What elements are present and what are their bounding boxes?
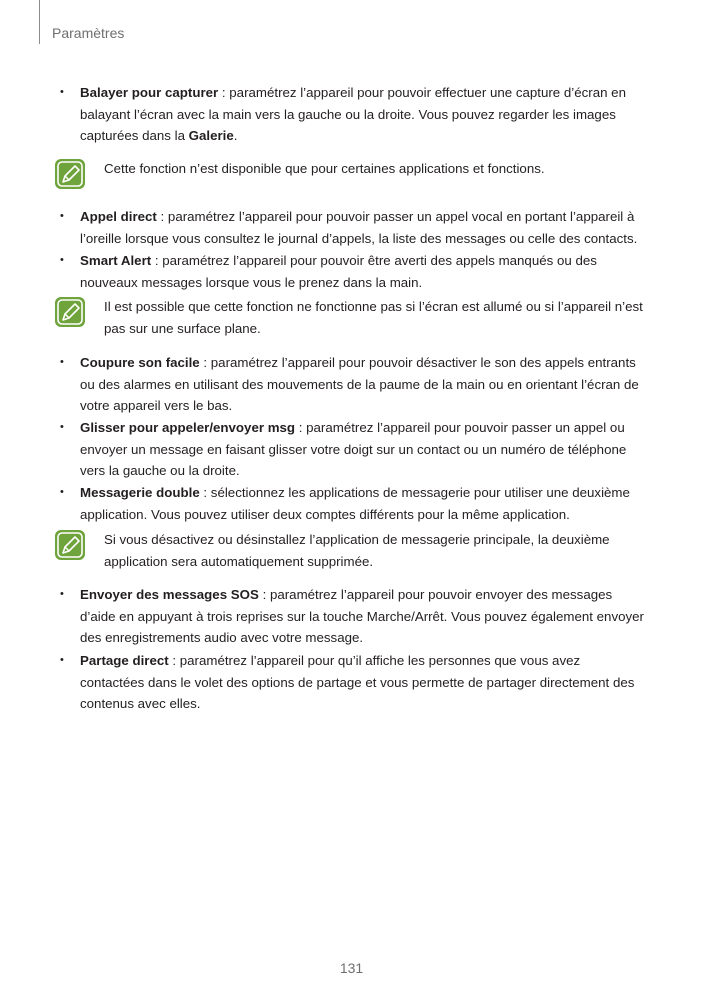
bullet-description: : paramétrez l’appareil pour qu’il affiche les personnes que vous avez contactées dans le volet des options de partage et vous permette de partager directement des contenus avec elles. bbox=[80, 653, 635, 711]
bullet-messagerie-double bbox=[60, 482, 645, 525]
bullet-description-end: . bbox=[233, 128, 238, 143]
bullet-appel-direct bbox=[60, 206, 645, 249]
header-rule bbox=[39, 0, 40, 44]
bullet-text bbox=[80, 250, 645, 293]
bullet-dot-icon: • bbox=[60, 356, 64, 368]
bullet-dot-icon: • bbox=[60, 486, 64, 498]
note-pencil-icon bbox=[54, 296, 86, 328]
bullet-term: Partage direct bbox=[80, 653, 169, 668]
note-text: Il est possible que cette fonction ne fonctionne pas si l’écran est allumé ou si l’appareil n’est pas sur une surface plane. bbox=[104, 299, 643, 336]
bullet-term-galerie: Galerie bbox=[188, 128, 234, 143]
bullet-dot-icon: • bbox=[60, 588, 64, 600]
bullet-description: : paramétrez l’appareil pour pouvoir effectuer une capture d’écran en balayant l’écran avec la main vers la gauche ou la droite. Vous pouvez regarder les images capturées dans la bbox=[80, 85, 626, 143]
note-smart-alert bbox=[54, 296, 644, 339]
note-pencil-icon bbox=[54, 529, 86, 561]
note-pencil-icon bbox=[54, 158, 86, 190]
bullet-term: Messagerie double bbox=[80, 485, 200, 500]
bullet-description: : sélectionnez les applications de messagerie pour utiliser une deuxième application. Vous pouvez utiliser deux comptes différents pour la même application. bbox=[80, 485, 630, 522]
bullet-description: : paramétrez l’appareil pour pouvoir désactiver le son des appels entrants ou des alarmes en utilisant des mouvements de la paume de la main ou en orientant l’écran de votre appareil vers le bas. bbox=[80, 355, 639, 413]
bullet-text bbox=[80, 650, 645, 715]
bullet-dot-icon: • bbox=[60, 421, 64, 433]
bullet-envoyer-messages-sos bbox=[60, 584, 645, 649]
bullet-text bbox=[80, 82, 645, 147]
bullet-term: Envoyer des messages SOS bbox=[80, 587, 259, 602]
note-text: Si vous désactivez ou désinstallez l’application de messagerie principale, la deuxième application sera automatiquement supprimée. bbox=[104, 532, 610, 569]
note-text: Cette fonction n’est disponible que pour certaines applications et fonctions. bbox=[104, 161, 545, 176]
bullet-balayer-pour-capturer bbox=[60, 82, 645, 147]
page-number: 131 bbox=[339, 960, 364, 976]
bullet-text bbox=[80, 482, 645, 525]
bullet-dot-icon: • bbox=[60, 210, 64, 222]
bullet-text bbox=[80, 206, 645, 249]
bullet-term: Balayer pour capturer bbox=[80, 85, 219, 100]
bullet-description: : paramétrez l’appareil pour pouvoir envoyer des messages d’aide en appuyant à trois reprises sur la touche Marche/Arrêt. Vous pouvez également envoyer des enregistrements audio avec votre message. bbox=[80, 587, 644, 645]
note-messagerie bbox=[54, 529, 644, 572]
bullet-term: Smart Alert bbox=[80, 253, 152, 268]
bullet-term: Appel direct bbox=[80, 209, 157, 224]
note-availability bbox=[54, 158, 644, 180]
bullet-text bbox=[80, 417, 645, 482]
bullet-partage-direct bbox=[60, 650, 645, 715]
bullet-coupure-son-facile bbox=[60, 352, 645, 417]
page-header-title: Paramètres bbox=[52, 25, 125, 41]
bullet-dot-icon: • bbox=[60, 654, 64, 666]
bullet-text bbox=[80, 584, 645, 649]
bullet-term: Glisser pour appeler/envoyer msg bbox=[80, 420, 296, 435]
bullet-dot-icon: • bbox=[60, 254, 64, 266]
bullet-description: : paramétrez l’appareil pour pouvoir passer un appel vocal en portant l’appareil à l’oreille lorsque vous consultez le journal d’appels, la liste des messages ou celle des contacts. bbox=[80, 209, 638, 246]
bullet-term: Coupure son facile bbox=[80, 355, 200, 370]
bullet-description: : paramétrez l’appareil pour pouvoir passer un appel ou envoyer un message en faisant glisser votre doigt sur un contact ou un numéro de téléphone vers la gauche ou la droite. bbox=[80, 420, 627, 478]
bullet-description: : paramétrez l’appareil pour pouvoir être averti des appels manqués ou des nouveaux messages lorsque vous le prenez dans la main. bbox=[80, 253, 597, 290]
bullet-glisser-pour-appeler bbox=[60, 417, 645, 482]
bullet-dot-icon: • bbox=[60, 86, 64, 98]
bullet-text bbox=[80, 352, 645, 417]
bullet-smart-alert bbox=[60, 250, 645, 293]
